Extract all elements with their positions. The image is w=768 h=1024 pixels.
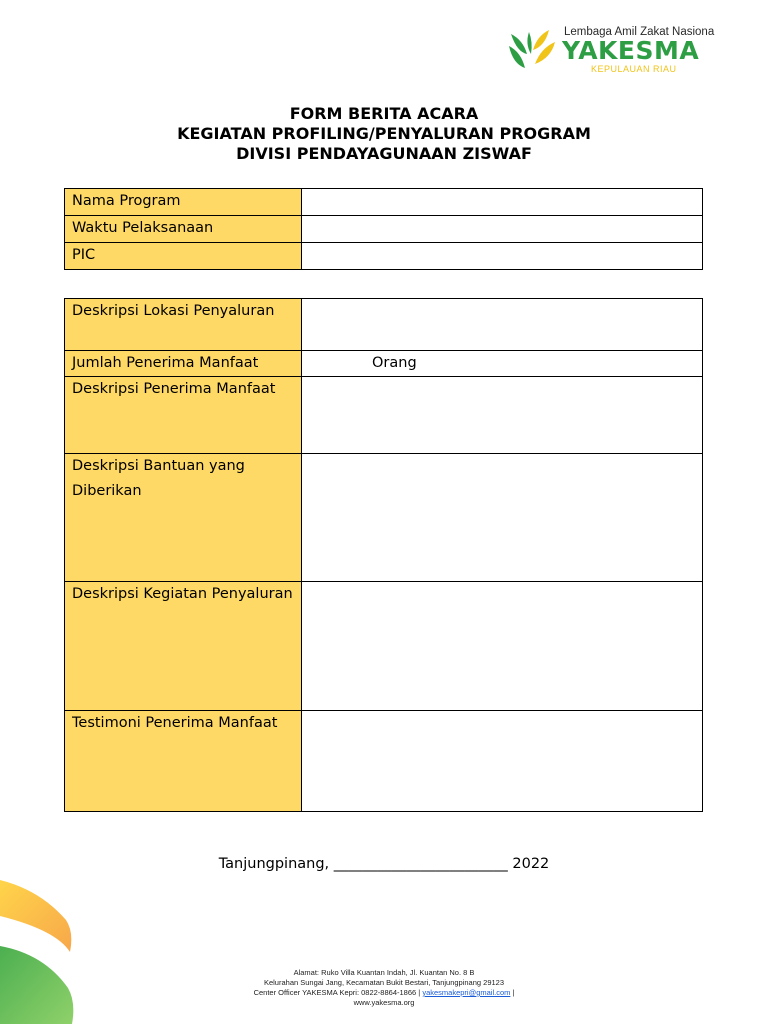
title-line-3: DIVISI PENDAYAGUNAAN ZISWAF	[236, 144, 532, 163]
label-waktu-pelaksanaan: Waktu Pelaksanaan	[65, 216, 302, 243]
field-nama-program[interactable]	[302, 189, 703, 216]
table-row	[65, 351, 703, 377]
table-row	[65, 216, 703, 243]
table-row	[65, 454, 703, 582]
form-title	[0, 104, 768, 164]
leaf-icon	[505, 24, 561, 74]
footer-address-1: Alamat: Ruko Villa Kuantan Indah, Jl. Kuantan No. 8 B	[293, 968, 475, 977]
table-row	[65, 582, 703, 711]
footer-website[interactable]: www.yakesma.org	[353, 998, 415, 1007]
label-deskripsi-bantuan: Deskripsi Bantuan yang Diberikan	[65, 454, 302, 582]
footer-phone: Center Officer YAKESMA Kepri: 0822-8864-1866 |	[253, 988, 421, 997]
title-line-1: FORM BERITA ACARA	[289, 104, 479, 123]
distribution-detail-table	[64, 298, 703, 812]
field-testimoni[interactable]	[302, 711, 703, 812]
title-line-2: KEGIATAN PROFILING/PENYALURAN PROGRAM	[177, 124, 591, 143]
footer-address-2: Kelurahan Sungai Jang, Kecamatan Bukit Bestari, Tanjungpinang 29123	[263, 978, 505, 987]
footer-separator: |	[512, 988, 515, 997]
field-pic[interactable]	[302, 243, 703, 270]
table-row	[65, 299, 703, 351]
footer-email-link[interactable]: yakesmakepri@gmail.com	[422, 988, 511, 997]
label-deskripsi-lokasi: Deskripsi Lokasi Penyaluran	[65, 299, 302, 351]
table-row	[65, 711, 703, 812]
label-nama-program: Nama Program	[65, 189, 302, 216]
field-deskripsi-penerima[interactable]	[302, 377, 703, 454]
field-deskripsi-lokasi[interactable]	[302, 299, 703, 351]
unit-orang: Orang	[372, 355, 417, 371]
label-jumlah-penerima: Jumlah Penerima Manfaat	[65, 351, 302, 377]
logo-region: KEPULAUAN RIAU	[591, 64, 677, 74]
field-deskripsi-kegiatan[interactable]	[302, 582, 703, 711]
footer-contact-line	[0, 988, 768, 998]
field-jumlah-penerima[interactable]	[302, 351, 703, 377]
logo-tagline: Lembaga Amil Zakat Nasiona	[564, 26, 715, 38]
place-date-line: Tanjungpinang, ________________________ 2022	[218, 856, 550, 872]
field-waktu-pelaksanaan[interactable]	[302, 216, 703, 243]
label-testimoni: Testimoni Penerima Manfaat	[65, 711, 302, 812]
label-deskripsi-kegiatan: Deskripsi Kegiatan Penyaluran	[65, 582, 302, 711]
footer-contact	[0, 968, 768, 1008]
logo-brand: YAKESMA	[562, 36, 700, 65]
program-info-table	[64, 188, 703, 270]
table-row	[65, 243, 703, 270]
yakesma-logo	[505, 24, 715, 76]
label-deskripsi-penerima: Deskripsi Penerima Manfaat	[65, 377, 302, 454]
table-row	[65, 377, 703, 454]
label-pic: PIC	[65, 243, 302, 270]
field-deskripsi-bantuan[interactable]	[302, 454, 703, 582]
table-row	[65, 189, 703, 216]
